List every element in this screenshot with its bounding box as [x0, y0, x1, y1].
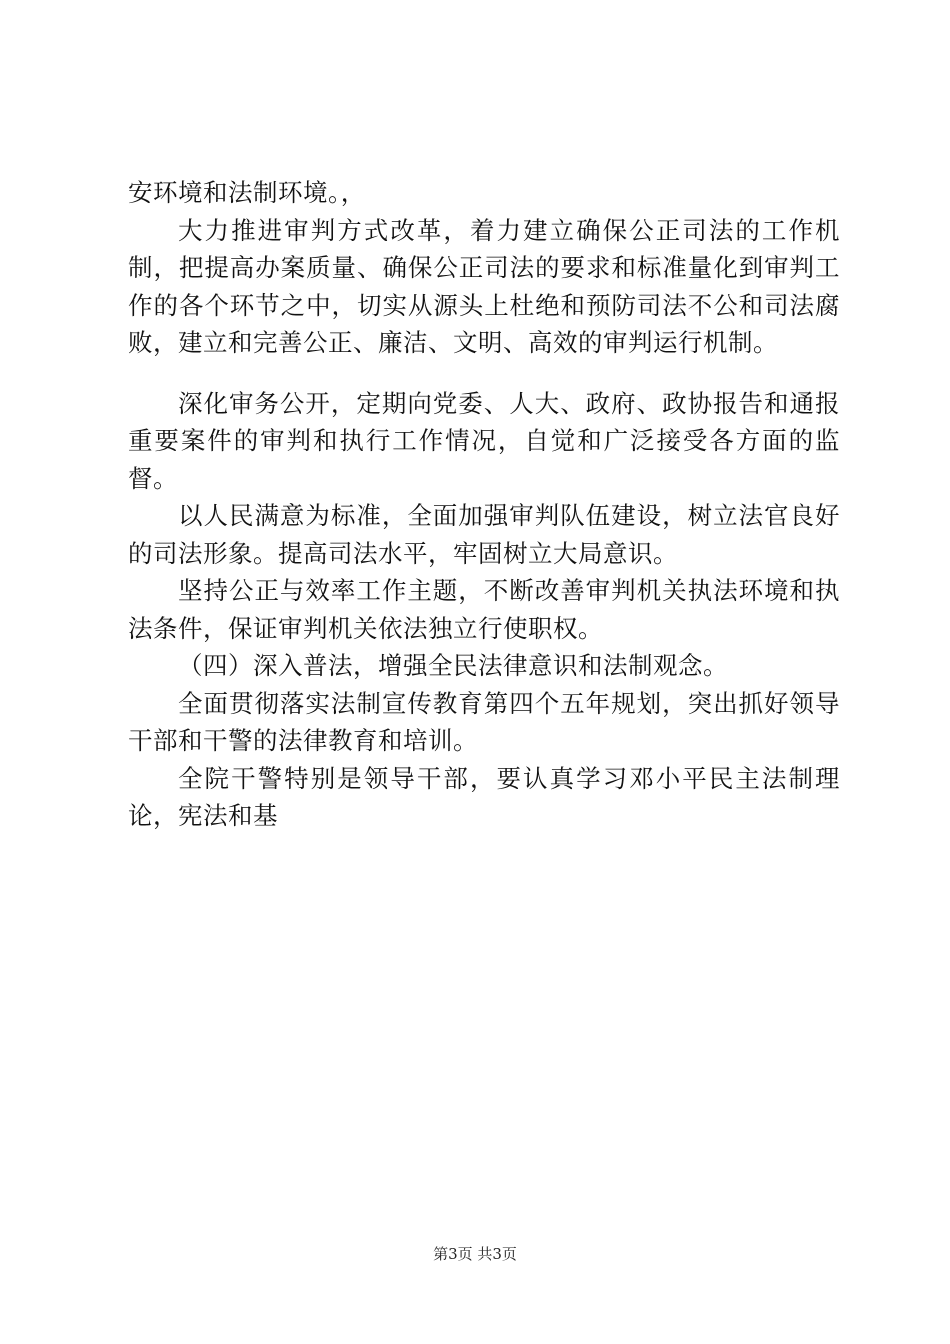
- paragraph-open-trials: 深化审务公开，定期向党委、人大、政府、政协报告和通报重要案件的审判和执行工作情况，自觉和广泛接受各方面的监督。: [128, 388, 840, 493]
- paragraph-team-building: 以人民满意为标准，全面加强审判队伍建设，树立法官良好的司法形象。提高司法水平，牢固树立大局意识。: [128, 501, 840, 568]
- paragraph-study-theory: 全院干警特别是领导干部，要认真学习邓小平民主法制理论，宪法和基: [128, 763, 840, 830]
- section-heading-legal-education: （四）深入普法，增强全民法律意识和法制观念。: [178, 651, 728, 680]
- paragraph-trial-reform: 大力推进审判方式改革，着力建立确保公正司法的工作机制，把提高办案质量、确保公正司法的要求和标准量化到审判工作的各个环节之中，切实从源头上杜绝和预防司法不公和司法腐败，建立和完善公正、廉洁、文明、高效的审判运行机制。: [128, 215, 840, 357]
- paragraph-five-year-plan: 全面贯彻落实法制宣传教育第四个五年规划，突出抓好领导干部和干警的法律教育和培训。: [128, 688, 840, 755]
- paragraph-continuation: 安环境和法制环境。，: [128, 178, 366, 207]
- paragraph-fairness-efficiency: 坚持公正与效率工作主题，不断改善审判机关执法环境和执法条件，保证审判机关依法独立行使职权。: [128, 576, 840, 643]
- document-body: [128, 174, 840, 835]
- page-footer: 第3页 共3页: [433, 1245, 517, 1263]
